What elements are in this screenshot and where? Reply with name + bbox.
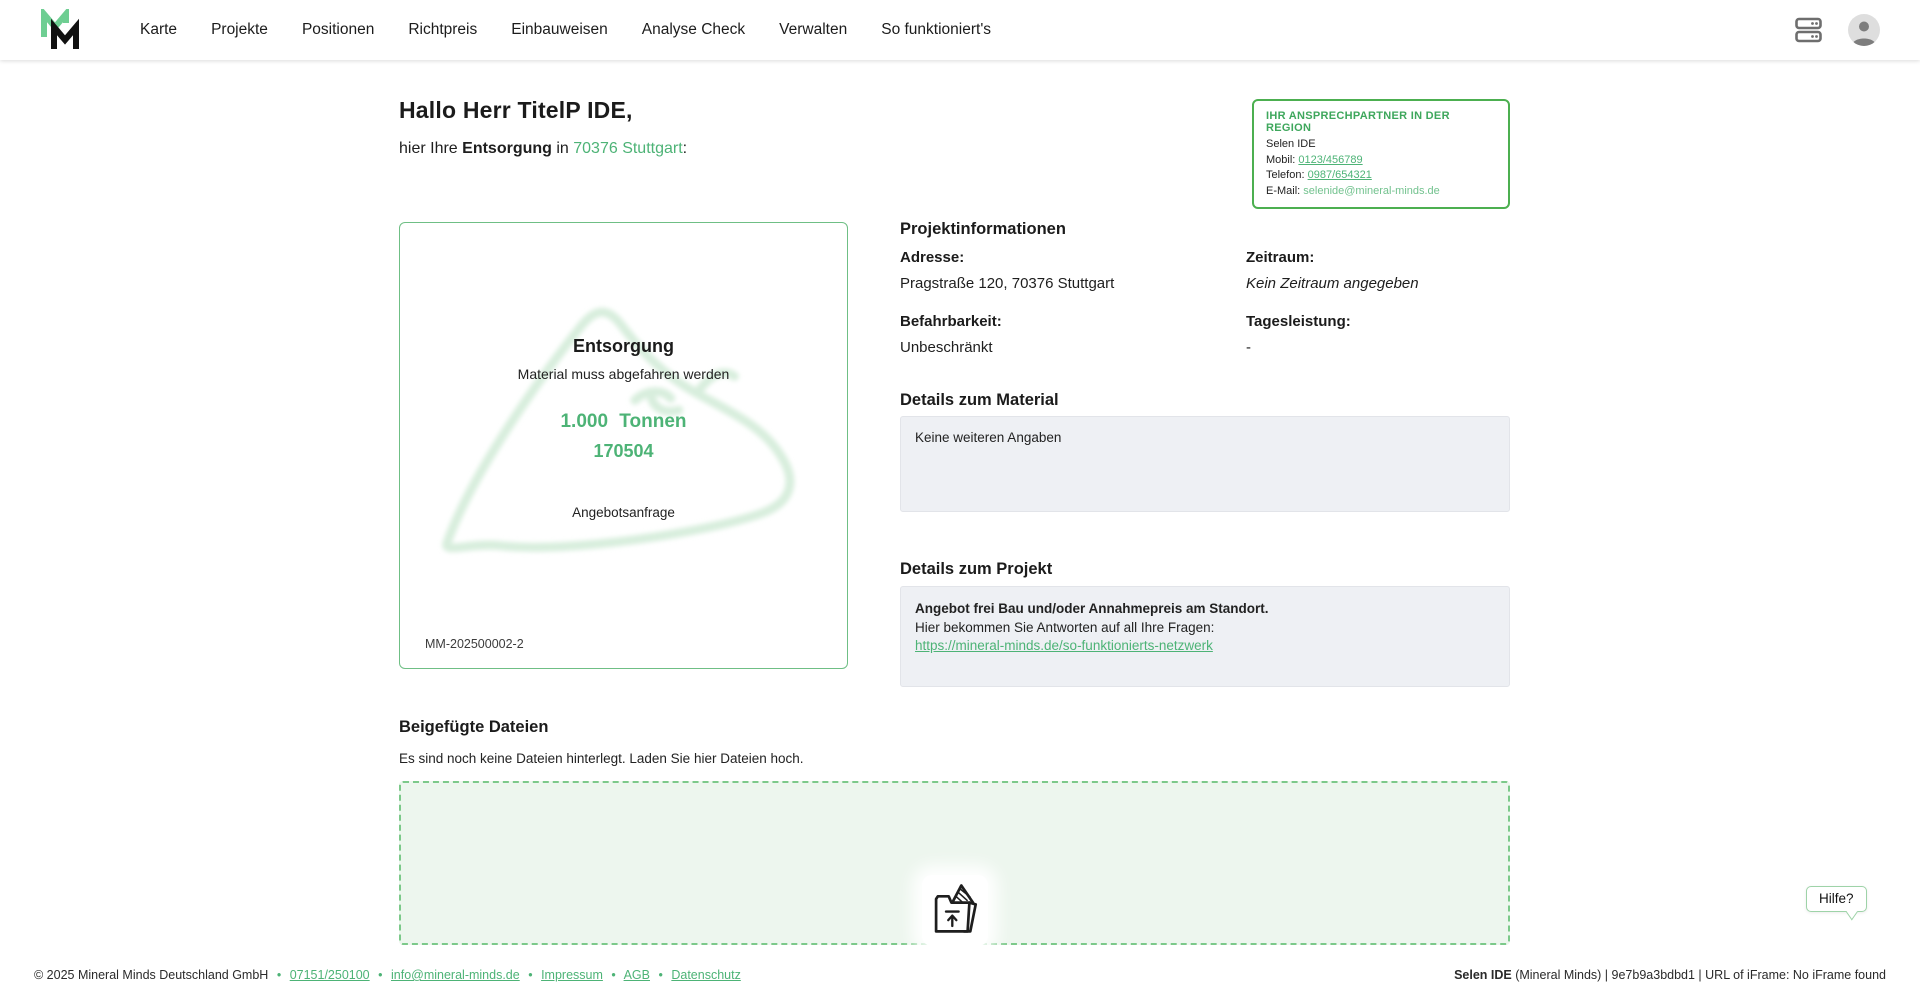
material-details-box [900,416,1510,512]
disposal-summary-card[interactable] [399,222,848,669]
file-upload-dropzone[interactable] [399,781,1510,945]
card-subtitle: Material muss abgefahren werden [517,366,730,382]
greeting-mid: in [551,140,574,157]
contact-phone-link[interactable]: 0987/654321 [1307,169,1372,181]
footer-datenschutz-link[interactable]: Datenschutz [671,968,741,982]
project-details-heading: Details zum Projekt [900,560,1053,578]
card-material-code: 170504 [593,441,654,461]
contact-mobile-label: Mobil: [1266,153,1299,166]
mineral-minds-logo-icon[interactable] [40,9,86,51]
footer-user-name: Selen IDE [1454,968,1512,982]
footer-right [1454,968,1886,982]
nav-item-analyse-check[interactable]: Analyse Check [641,21,746,38]
card-title: Entsorgung [573,336,674,356]
address-value: Pragstraße 120, 70376 Stuttgart [900,275,1115,292]
address-label: Adresse: [900,249,965,266]
project-details-bold-line: Angebot frei Bau und/oder Annahmepreis am Standort. [915,601,1269,616]
daily-output-label: Tagesleistung: [1246,313,1351,330]
greeting-entsorgung-label: Entsorgung [462,140,552,157]
contact-name: Selen IDE [1266,138,1316,150]
footer-email-link[interactable]: info@mineral-minds.de [391,968,520,982]
footer-left [34,968,741,982]
card-status: Angebotsanfrage [572,505,675,520]
accessibility-value: Unbeschränkt [900,339,993,356]
top-navigation-bar [0,0,1920,60]
help-bubble-tail [1846,904,1858,921]
help-button[interactable] [1806,886,1867,912]
project-info-heading: Projektinformationen [900,220,1066,238]
period-label: Zeitraum: [1246,249,1315,266]
nav-item-so-funktionierts[interactable]: So funktioniert's [881,21,992,38]
accessibility-label: Befahrbarkeit: [900,313,1002,330]
nav-item-karte[interactable]: Karte [140,21,178,38]
contact-email-link[interactable]: selenide@mineral-minds.de [1303,184,1440,197]
upload-folder-icon [922,875,988,946]
card-amount: 1.000 Tonnen [560,411,687,432]
material-details-heading: Details zum Material [900,391,1059,409]
greeting-suffix: : [682,140,688,157]
greeting-subline [399,140,687,158]
card-reference-number: MM-202500002-2 [425,637,524,651]
material-details-text: Keine weiteren Angaben [915,430,1062,445]
network-info-link[interactable]: https://mineral-minds.de/so-funktionierts-netzwerk [915,638,1213,653]
footer-separator: • [658,968,663,982]
footer-agb-link[interactable]: AGB [623,968,650,982]
contact-card-title: IHR ANSPRECHPARTNER IN DER REGION [1266,110,1450,134]
contact-phone-label: Telefon: [1266,169,1308,181]
period-value: Kein Zeitraum angegeben [1246,275,1419,292]
user-avatar[interactable] [1848,14,1880,46]
contact-mobile-link[interactable]: 0123/456789 [1298,153,1363,166]
attached-files-heading: Beigefügte Dateien [399,718,549,736]
page-footer [0,961,1920,994]
nav-item-projekte[interactable]: Projekte [211,21,268,38]
footer-impressum-link[interactable]: Impressum [541,968,603,982]
nav-item-positionen[interactable]: Positionen [301,21,375,38]
greeting-block [399,97,687,158]
contact-mobile-row [1266,153,1496,169]
nav-item-verwalten[interactable]: Verwalten [779,21,848,38]
footer-session-info: (Mineral Minds) | 9e7b9a3bdbd1 | URL of iFrame: No iFrame found [1511,968,1886,982]
location-link[interactable]: 70376 Stuttgart [573,140,683,157]
main-nav [138,15,993,45]
page-title: Hallo Herr TitelP IDE, [399,97,633,123]
nav-item-einbauweisen[interactable]: Einbauweisen [511,21,608,38]
project-details-box [900,586,1510,687]
contact-email-row [1266,184,1496,200]
footer-copyright: © 2025 Mineral Minds Deutschland GmbH [34,968,269,982]
project-info-grid [900,249,1510,377]
footer-separator: • [276,968,282,982]
nav-item-richtpreis[interactable]: Richtpreis [408,21,478,38]
attached-files-empty-text: Es sind noch keine Dateien hinterlegt. Laden Sie hier Dateien hoch. [399,751,804,766]
contact-phone-row [1266,168,1496,184]
greeting-prefix: hier Ihre [399,140,463,157]
regional-contact-card [1252,99,1510,209]
contact-email-label: E-Mail: [1266,184,1304,197]
footer-separator: • [528,968,533,982]
footer-separator: • [378,968,383,982]
project-details-line: Hier bekommen Sie Antworten auf all Ihre Fragen: [915,619,1215,635]
server-icon[interactable] [1795,17,1822,43]
footer-separator: • [611,968,616,982]
help-button-label: Hilfe? [1819,891,1854,906]
daily-output-value: - [1246,339,1251,356]
footer-phone-link[interactable]: 07151/250100 [289,968,370,982]
